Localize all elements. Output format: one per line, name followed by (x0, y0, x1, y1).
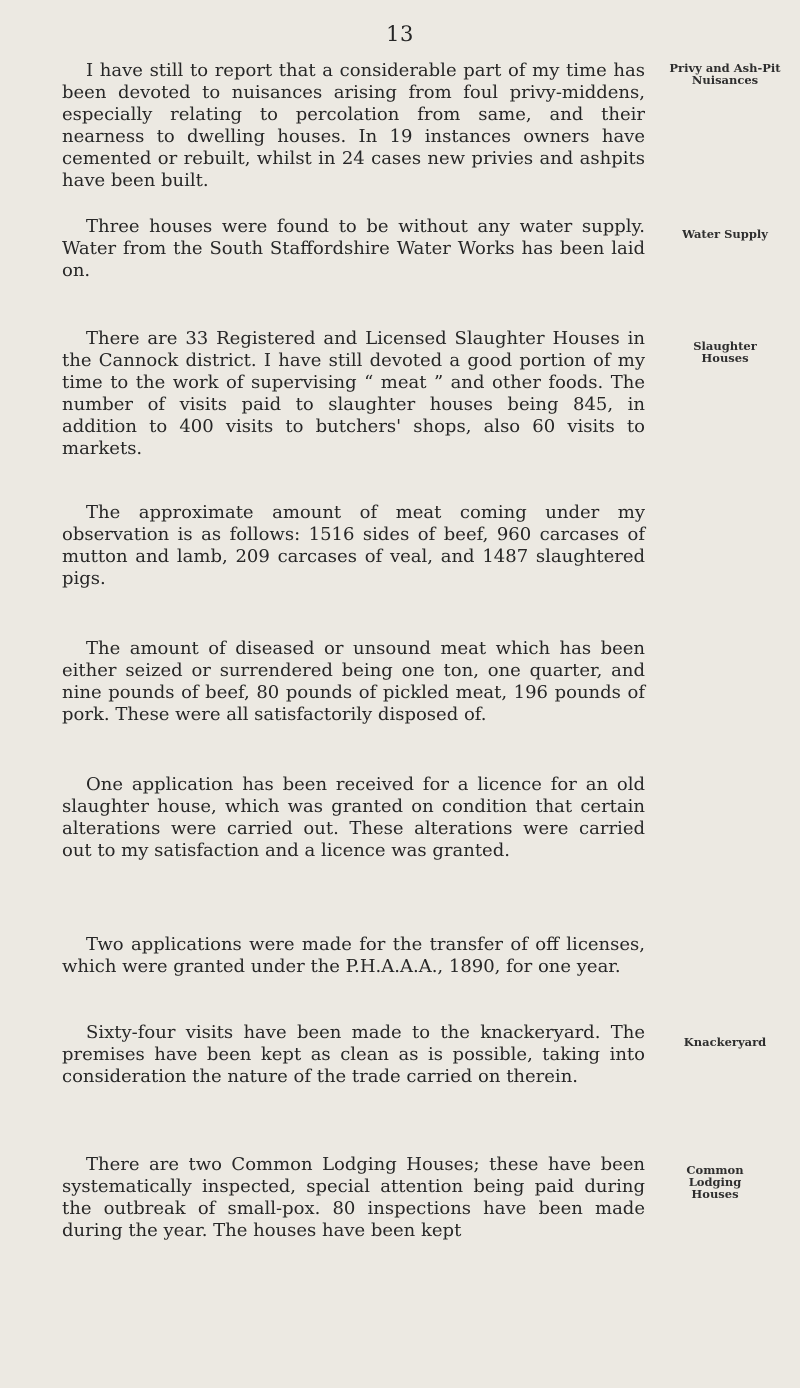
paragraph-slaughter-houses: There are 33 Registered and Licensed Slaughter Houses in the Cannock district. I have still devoted a good portion of my time to the work of supervising “ meat ” and other foods. The number of visits paid to slaughter houses being 845, in addition to 400 visits to butchers' shops, also 60 visits to markets. (62, 328, 645, 459)
paragraph-unsound-meat: The amount of diseased or unsound meat which has been either seized or surrendered being one ton, one quarter, and nine pounds of beef, 80 pounds of pickled meat, 196 pounds of pork. These were all satisfactorily disposed of. (62, 638, 645, 725)
paragraph-knackeryard: Sixty-four visits have been made to the knackeryard. The premises have been kept as clean as is possible, taking into consideration the nature of the trade carried on therein. (62, 1022, 645, 1087)
margin-note-slaughter-houses: Slaughter Houses (693, 339, 757, 365)
margin-note-knackeryard: Knackeryard (683, 1035, 767, 1049)
page-number: 13 (386, 22, 414, 46)
paragraph-privy-nuisances: I have still to report that a considerable part of my time has been devoted to nuisances arising from foul privy-middens, especially relating to percolation from same, and their nearness to dwelling houses. In 19 instances owners have cemented or rebuilt, whilst in 24 cases new privies and ashpits have been built. (62, 60, 645, 191)
margin-note-lodging-houses: Common Lodging Houses (686, 1163, 744, 1201)
paragraph-lodging-houses: There are two Common Lodging Houses; these have been systematically inspected, special attention being paid during the outbreak of small-pox. 80 inspections have been made during the year. The houses have been kept (62, 1154, 645, 1241)
paragraph-off-licenses: Two applications were made for the transfer of off licenses, which were granted under the P.H.A.A.A., 1890, for one year. (62, 934, 645, 977)
paragraph-licence-application: One application has been received for a licence for an old slaughter house, which was granted on condition that certain alterations were carried out. These alterations were carried out to my satisfaction and a licence was granted. (62, 774, 645, 861)
margin-note-water-supply: Water Supply (682, 227, 768, 241)
margin-note-privy: Privy and Ash-Pit Nuisances (669, 61, 781, 87)
paragraph-water-supply: Three houses were found to be without any water supply. Water from the South Staffordshire Water Works has been laid on. (62, 216, 645, 281)
paragraph-meat-observation: The approximate amount of meat coming under my observation is as follows: 1516 sides of beef, 960 carcases of mutton and lamb, 209 carcases of veal, and 1487 slaughtered pigs. (62, 502, 645, 589)
